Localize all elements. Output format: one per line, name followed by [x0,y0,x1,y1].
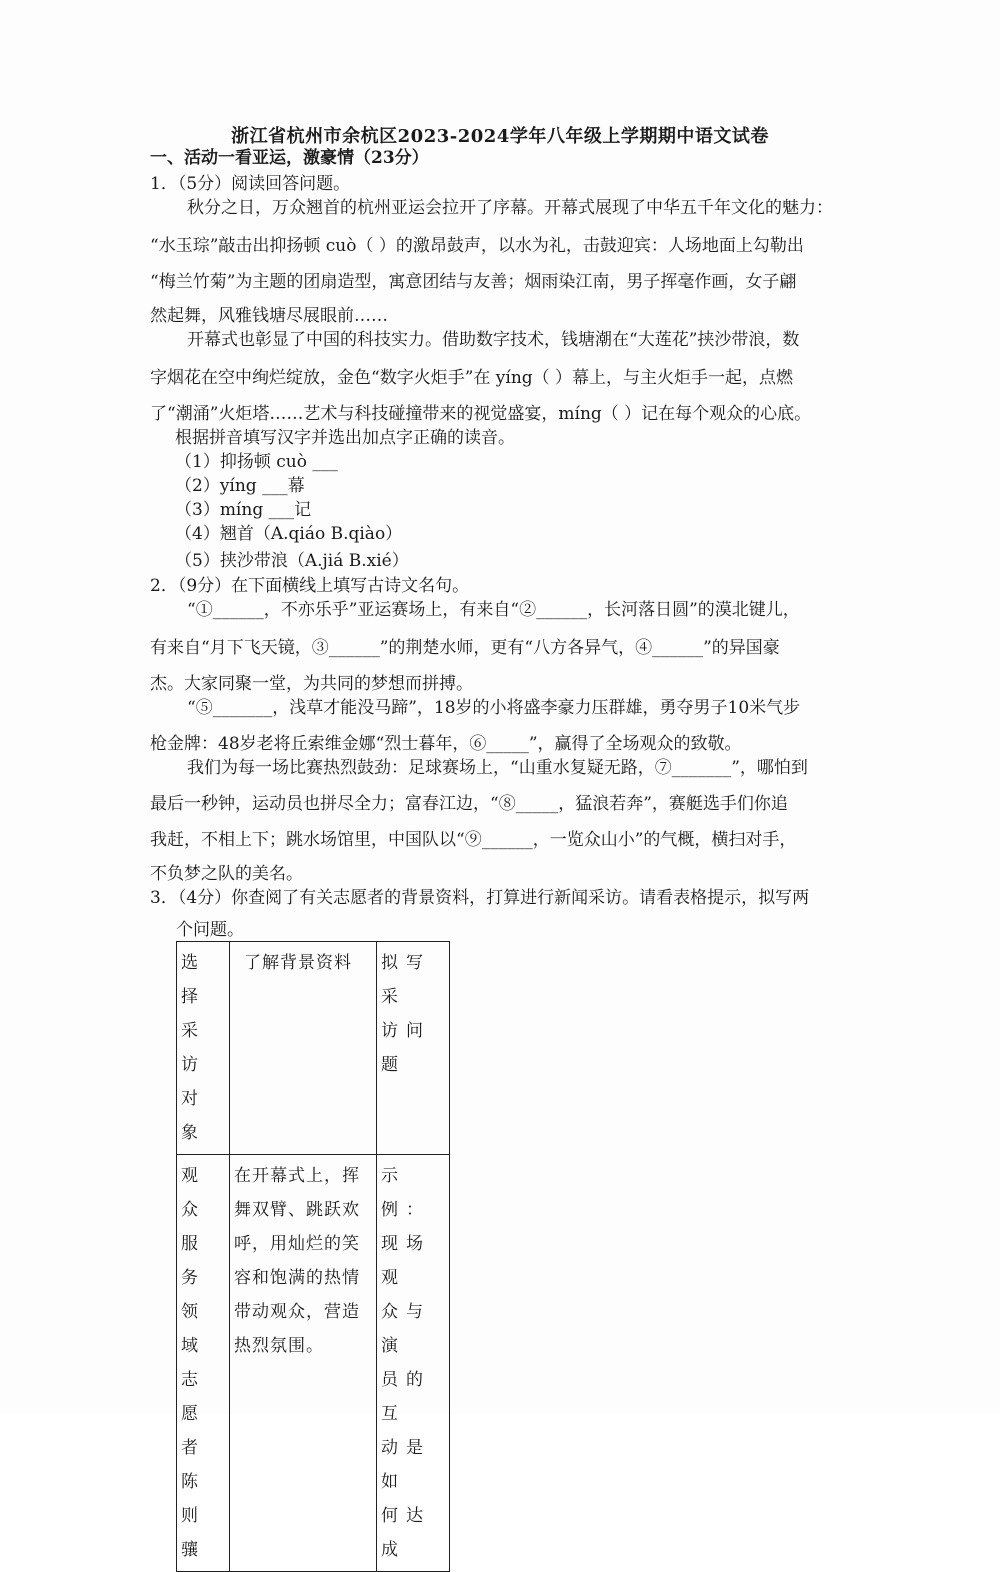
cell-line: 热烈氛围。 [234,1336,324,1356]
q1-sub-item: （3）míng ___记 [175,500,312,520]
cell-background [230,1155,377,1572]
q1-para-line: “梅兰竹菊”为主题的团扇造型，寓意团结与友善；烟雨染江南，男子挥毫作画，女子翩 [150,272,797,292]
table-header-row [177,942,450,1155]
cell-line: 在开幕式上，挥 [234,1166,360,1186]
page-title: 浙江省杭州市余杭区2023-2024学年八年级上学期期中语文试卷 [231,126,769,147]
cell-line: 服务 [181,1234,206,1288]
q2-line: 不负梦之队的美名。 [150,864,303,884]
cell-line: 对象 [181,1089,206,1143]
q2-line: 枪金牌：48岁老将丘索维金娜“烈士暮年，⑥_____”，赢得了全场观众的致敬。 [150,734,742,754]
cell-line: 观众 [181,1166,206,1220]
cell-line: 现场观 [381,1234,431,1288]
cell-line: 动是如 [381,1438,431,1492]
q2-line: “⑤_______，浅草才能没马蹄”，18岁的小将盛李豪力压群雄，勇夺男子10米气步 [187,698,801,718]
q1-para-line: 秋分之日，万众翘首的杭州亚运会拉开了序幕。开幕式展现了中华五千年文化的魅力： [187,198,833,218]
header-cell-target [177,942,230,1155]
q1-para-line: 开幕式也彰显了中国的科技实力。借助数字技术，钱塘潮在“大莲花”挟沙带浪，数 [187,330,800,350]
q1-stem: 1．（5分）阅读回答问题。 [150,174,351,194]
interview-table [176,941,450,1572]
cell-line: 员的互 [381,1370,431,1424]
q1-instruction: 根据拼音填写汉字并选出加点字正确的读音。 [175,428,515,448]
q2-line: 最后一秒钟，运动员也拼尽全力；富春江边，“⑧_____，猛浪若奔”，赛艇选手们你追 [150,794,788,814]
q3-stem-cont: 个问题。 [176,920,244,940]
q2-line: “①______，不亦乐乎”亚运赛场上，有来自“②______，长河落日圆”的漠北键儿， [187,600,800,620]
cell-line: 呼，用灿烂的笑 [234,1234,360,1254]
q1-sub-item: （1）抑扬顿 cuò ___ [175,452,338,472]
q2-line: 杰。大家同聚一堂，为共同的梦想而拼搏。 [150,674,473,694]
cell-line: 带动观众，营造 [234,1302,360,1322]
cell-line: 舞双臂、跳跃欢 [234,1200,360,1220]
cell-line: 示例： [381,1166,431,1220]
cell-questions [377,1155,450,1572]
cell-line: 志愿 [181,1370,206,1424]
cell-line: 拟写采 [381,953,431,1007]
q2-stem: 2．（9分）在下面横线上填写古诗文名句。 [150,576,470,596]
header-cell-background [230,942,377,1155]
q3-stem: 3．（4分）你查阅了有关志愿者的背景资料，打算进行新闻采访。请看表格提示，拟写两 [150,888,810,908]
q2-line: 我赶，不相上下；跳水场馆里，中国队以“⑨______，一览众山小”的气概，横扫对手， [150,830,797,850]
header-cell-questions [377,942,450,1155]
cell-line: 领域 [181,1302,206,1356]
cell-line: 访问题 [381,1021,431,1075]
cell-target [177,1155,230,1572]
q1-sub-item: （5）挟沙带浪（A.jiá B.xié） [175,551,409,571]
cell-line: 容和饱满的热情 [234,1268,360,1288]
q1-para-line: “水玉琮”敲击出抑扬顿 cuò（ ）的激昂鼓声，以水为礼，击鼓迎宾：人场地面上勾勒出 [150,236,804,256]
cell-line: 采访 [181,1021,206,1075]
q2-line: 我们为每一场比赛热烈鼓劲：足球赛场上，“山重水复疑无路，⑦_______”，哪怕到 [187,758,808,778]
q1-sub-item: （4）翘首（A.qiáo B.qiào） [175,524,403,544]
cell-line: 众与演 [381,1302,431,1356]
q1-para-line: 字烟花在空中绚烂绽放，金色“数字火炬手”在 yíng（ ）幕上，与主火炬手一起，点燃 [150,368,794,388]
cell-line: 何达成 [381,1506,431,1560]
q1-sub-item: （2）yíng ___幕 [175,476,305,496]
cell-line: 则骧 [181,1506,206,1560]
table-row [177,1155,450,1572]
q1-para-line: 了“潮涌”火炬塔……艺术与科技碰撞带来的视觉盛宴，míng（ ）记在每个观众的心底。 [150,404,812,424]
cell-line: 者陈 [181,1438,206,1492]
q2-line: 有来自“月下飞天镜，③______”的荆楚水师，更有“八方各异气，④______”的异国豪 [150,638,780,658]
section-heading: 一、活动一看亚运，激豪情（23分） [150,148,429,168]
cell-line: 了解背景资料 [244,953,352,973]
cell-line: 选择 [181,953,206,1007]
q1-para-line: 然起舞，风雅钱塘尽展眼前…… [150,306,388,326]
